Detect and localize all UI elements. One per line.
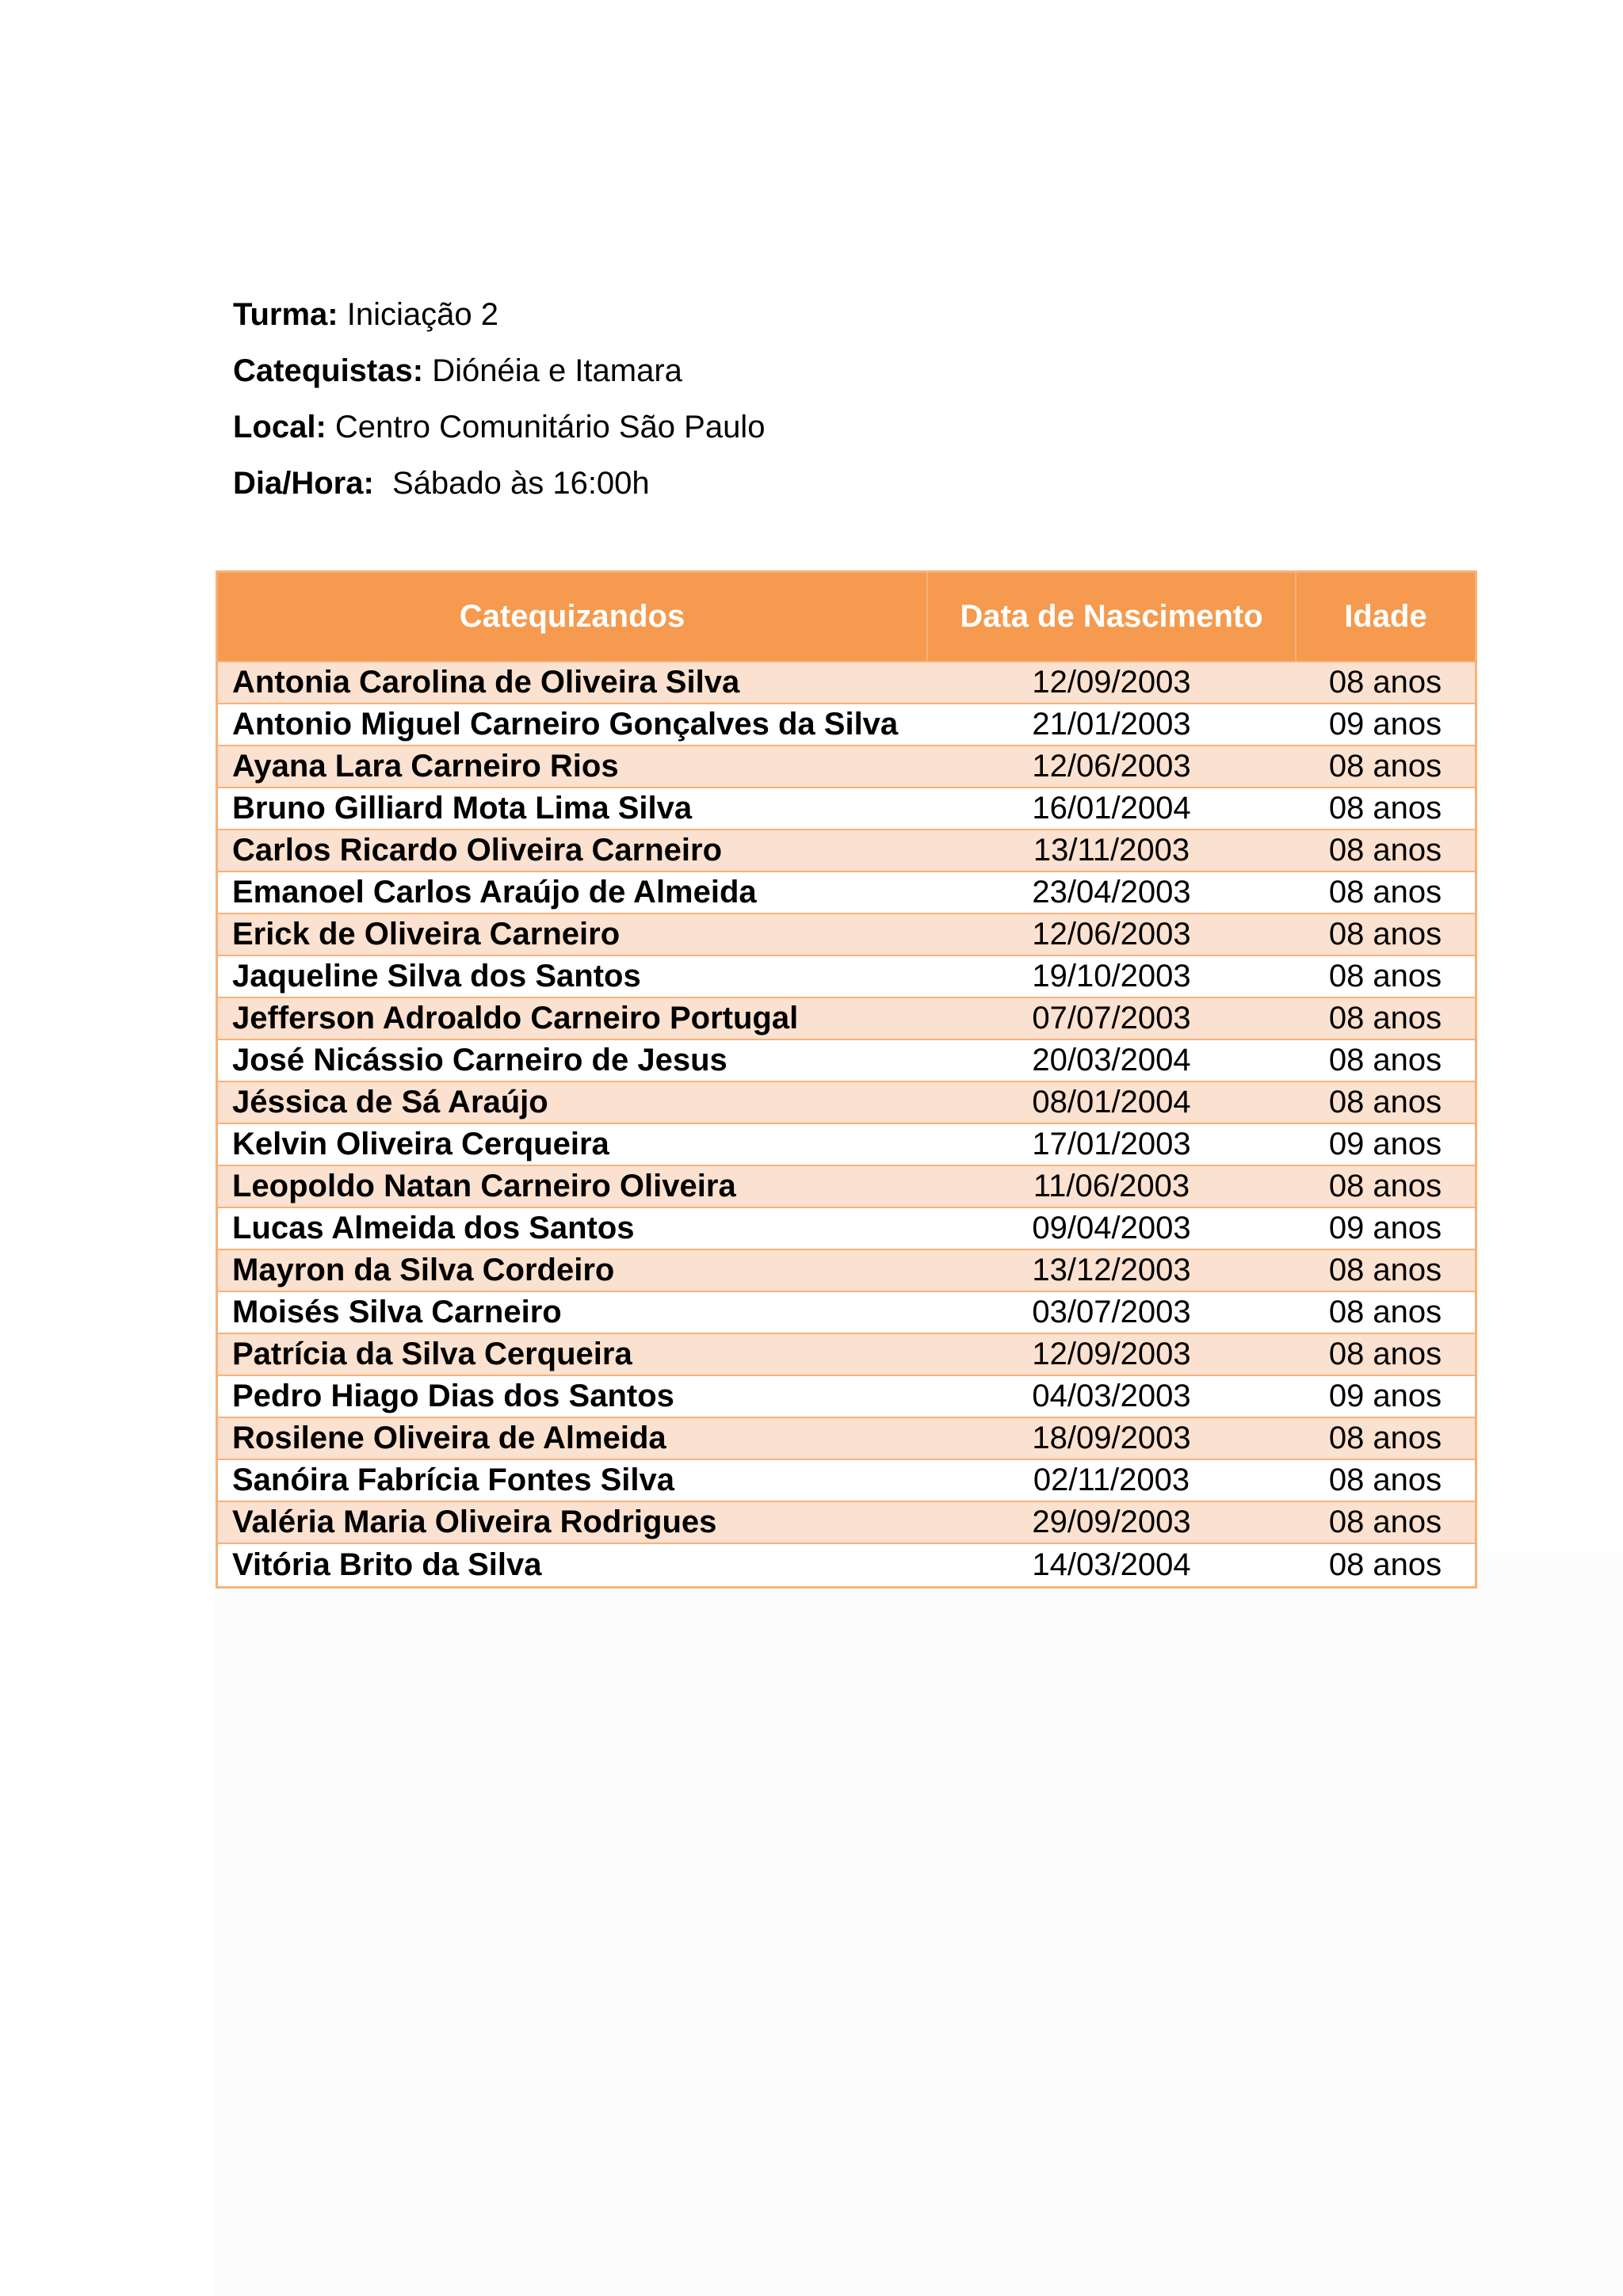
student-name-cell: Rosilene Oliveira de Almeida [218, 1417, 927, 1459]
header-idade: Idade [1296, 573, 1475, 662]
table-row [218, 997, 1475, 1039]
turma-value: Iniciação 2 [346, 297, 498, 332]
age-cell: 08 anos [1296, 913, 1475, 955]
catequistas-label: Catequistas: [233, 353, 424, 388]
turma-line [233, 287, 765, 343]
age-cell: 08 anos [1296, 1543, 1475, 1586]
student-name-cell: Lucas Almeida dos Santos [218, 1207, 927, 1249]
student-name-cell: Bruno Gilliard Mota Lima Silva [218, 788, 927, 830]
birth-date-cell: 12/09/2003 [927, 1333, 1296, 1375]
birth-date-cell: 21/01/2003 [927, 704, 1296, 746]
birth-date-cell: 12/09/2003 [927, 662, 1296, 704]
birth-date-cell: 03/07/2003 [927, 1291, 1296, 1333]
birth-date-cell: 09/04/2003 [927, 1207, 1296, 1249]
table-row [218, 1417, 1475, 1459]
student-name-cell: Sanóira Fabrícia Fontes Silva [218, 1459, 927, 1501]
age-cell: 08 anos [1296, 997, 1475, 1039]
student-name-cell: Antonia Carolina de Oliveira Silva [218, 662, 927, 704]
table-row [218, 704, 1475, 746]
diahora-label: Dia/Hora: [233, 466, 374, 501]
local-line [233, 399, 765, 456]
catequistas-value: Diónéia e Itamara [432, 353, 682, 388]
student-name-cell: Erick de Oliveira Carneiro [218, 913, 927, 955]
table-row [218, 1459, 1475, 1501]
diahora-line [233, 456, 765, 512]
table-row [218, 955, 1475, 997]
birth-date-cell: 18/09/2003 [927, 1417, 1296, 1459]
student-name-cell: Moisés Silva Carneiro [218, 1291, 927, 1333]
birth-date-cell: 02/11/2003 [927, 1459, 1296, 1501]
age-cell: 08 anos [1296, 1333, 1475, 1375]
table-row [218, 1333, 1475, 1375]
birth-date-cell: 17/01/2003 [927, 1123, 1296, 1165]
birth-date-cell: 16/01/2004 [927, 788, 1296, 830]
birth-date-cell: 29/09/2003 [927, 1501, 1296, 1543]
age-cell: 09 anos [1296, 704, 1475, 746]
age-cell: 08 anos [1296, 788, 1475, 830]
birth-date-cell: 12/06/2003 [927, 746, 1296, 788]
student-name-cell: Jéssica de Sá Araújo [218, 1081, 927, 1123]
student-name-cell: Patrícia da Silva Cerqueira [218, 1333, 927, 1375]
local-value: Centro Comunitário São Paulo [334, 410, 766, 444]
diahora-value: Sábado às 16:00h [391, 466, 650, 501]
turma-label: Turma: [233, 297, 338, 332]
student-name-cell: José Nicássio Carneiro de Jesus [218, 1039, 927, 1081]
age-cell: 08 anos [1296, 662, 1475, 704]
table-row [218, 1375, 1475, 1417]
student-name-cell: Jaqueline Silva dos Santos [218, 955, 927, 997]
table-row [218, 1123, 1475, 1165]
birth-date-cell: 07/07/2003 [927, 997, 1296, 1039]
table-row [218, 746, 1475, 788]
age-cell: 08 anos [1296, 955, 1475, 997]
table-row [218, 830, 1475, 871]
catequistas-line [233, 343, 765, 399]
birth-date-cell: 23/04/2003 [927, 871, 1296, 913]
table-row [218, 1165, 1475, 1207]
student-name-cell: Valéria Maria Oliveira Rodrigues [218, 1501, 927, 1543]
age-cell: 08 anos [1296, 1081, 1475, 1123]
birth-date-cell: 11/06/2003 [927, 1165, 1296, 1207]
class-info [233, 287, 765, 512]
student-name-cell: Pedro Hiago Dias dos Santos [218, 1375, 927, 1417]
age-cell: 08 anos [1296, 1249, 1475, 1291]
table-row [218, 1501, 1475, 1543]
table-row [218, 1039, 1475, 1081]
table-row [218, 1291, 1475, 1333]
birth-date-cell: 13/12/2003 [927, 1249, 1296, 1291]
table-row [218, 1543, 1475, 1586]
table-header-row [218, 573, 1475, 662]
student-name-cell: Antonio Miguel Carneiro Gonçalves da Silva [218, 704, 927, 746]
age-cell: 08 anos [1296, 1039, 1475, 1081]
table-row [218, 871, 1475, 913]
age-cell: 08 anos [1296, 1291, 1475, 1333]
birth-date-cell: 13/11/2003 [927, 830, 1296, 871]
age-cell: 09 anos [1296, 1375, 1475, 1417]
birth-date-cell: 20/03/2004 [927, 1039, 1296, 1081]
student-name-cell: Vitória Brito da Silva [218, 1543, 927, 1586]
table-row [218, 1207, 1475, 1249]
page-background [214, 1553, 1623, 2296]
age-cell: 09 anos [1296, 1207, 1475, 1249]
student-name-cell: Kelvin Oliveira Cerqueira [218, 1123, 927, 1165]
student-name-cell: Jefferson Adroaldo Carneiro Portugal [218, 997, 927, 1039]
age-cell: 08 anos [1296, 871, 1475, 913]
age-cell: 09 anos [1296, 1123, 1475, 1165]
birth-date-cell: 19/10/2003 [927, 955, 1296, 997]
table-row [218, 662, 1475, 704]
table-body [218, 662, 1475, 1586]
student-name-cell: Carlos Ricardo Oliveira Carneiro [218, 830, 927, 871]
age-cell: 08 anos [1296, 746, 1475, 788]
age-cell: 08 anos [1296, 1459, 1475, 1501]
birth-date-cell: 14/03/2004 [927, 1543, 1296, 1586]
student-name-cell: Mayron da Silva Cordeiro [218, 1249, 927, 1291]
student-name-cell: Ayana Lara Carneiro Rios [218, 746, 927, 788]
student-name-cell: Leopoldo Natan Carneiro Oliveira [218, 1165, 927, 1207]
table-row [218, 1081, 1475, 1123]
header-data-nascimento: Data de Nascimento [927, 573, 1296, 662]
table-row [218, 788, 1475, 830]
header-catequizandos: Catequizandos [218, 573, 927, 662]
age-cell: 08 anos [1296, 830, 1475, 871]
students-table [216, 570, 1477, 1589]
local-label: Local: [233, 410, 327, 444]
birth-date-cell: 12/06/2003 [927, 913, 1296, 955]
table-row [218, 913, 1475, 955]
student-name-cell: Emanoel Carlos Araújo de Almeida [218, 871, 927, 913]
birth-date-cell: 08/01/2004 [927, 1081, 1296, 1123]
table-row [218, 1249, 1475, 1291]
age-cell: 08 anos [1296, 1417, 1475, 1459]
age-cell: 08 anos [1296, 1165, 1475, 1207]
age-cell: 08 anos [1296, 1501, 1475, 1543]
birth-date-cell: 04/03/2003 [927, 1375, 1296, 1417]
